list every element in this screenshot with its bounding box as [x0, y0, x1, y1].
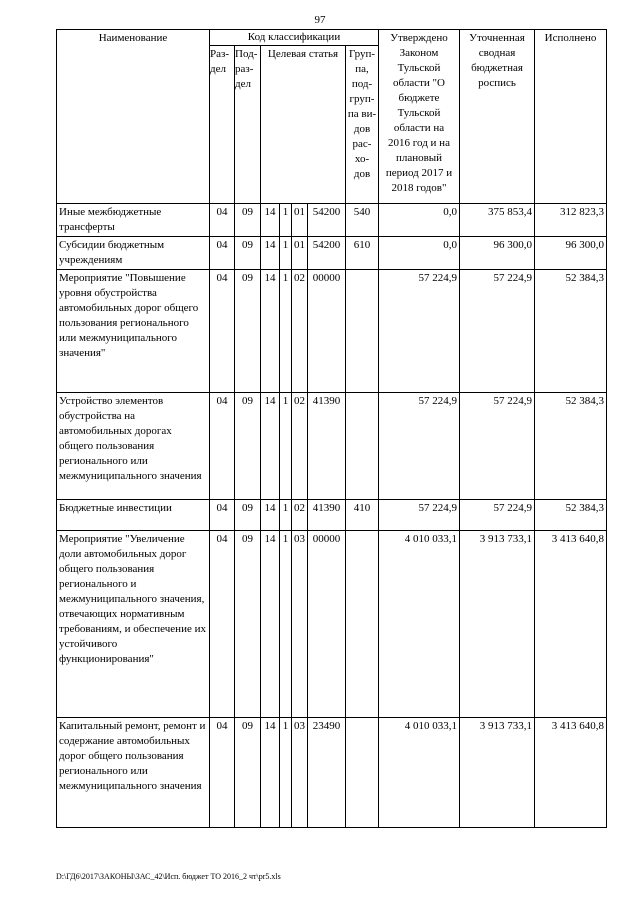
- cell-refined: 375 853,4: [460, 204, 535, 237]
- table-row: [57, 237, 607, 270]
- cell-t4: 23490: [308, 718, 346, 828]
- cell-group: [346, 393, 379, 500]
- table-row: [57, 204, 607, 237]
- cell-name: Мероприятие "Повышение уровня обустройства автомобильных дорог общего пользования регионального или межмуниципального значения": [57, 270, 210, 393]
- cell-refined: 57 224,9: [460, 270, 535, 393]
- cell-t4: 41390: [308, 500, 346, 531]
- cell-group: 540: [346, 204, 379, 237]
- budget-table: [56, 29, 607, 828]
- cell-subsection: 09: [235, 718, 261, 828]
- table-body: [57, 204, 607, 828]
- cell-approved: 57 224,9: [379, 270, 460, 393]
- cell-subsection: 09: [235, 270, 261, 393]
- cell-t4: 00000: [308, 270, 346, 393]
- table-row: [57, 531, 607, 718]
- cell-name: Иные межбюджетные трансферты: [57, 204, 210, 237]
- cell-group: [346, 270, 379, 393]
- table-row: [57, 393, 607, 500]
- cell-t1: 14: [261, 718, 280, 828]
- cell-t4: 00000: [308, 531, 346, 718]
- cell-t3: 02: [292, 500, 308, 531]
- cell-name: Капитальный ремонт, ремонт и содержание автомобильных дорог общего пользования регионального или межмуниципального значения: [57, 718, 210, 828]
- cell-t1: 14: [261, 237, 280, 270]
- cell-executed: 52 384,3: [535, 500, 607, 531]
- header-subsection: Под- раз- дел: [235, 46, 261, 204]
- cell-approved: 0,0: [379, 237, 460, 270]
- cell-t2: 1: [280, 204, 292, 237]
- cell-t2: 1: [280, 270, 292, 393]
- cell-t2: 1: [280, 500, 292, 531]
- table-row: [57, 718, 607, 828]
- cell-group: 610: [346, 237, 379, 270]
- header-approved: Утверждено Законом Тульской области "О бюджете Тульской области на 2016 год и на плановый период 2017 и 2018 годов": [379, 30, 460, 204]
- cell-section: 04: [210, 204, 235, 237]
- cell-t3: 03: [292, 718, 308, 828]
- cell-section: 04: [210, 718, 235, 828]
- cell-t1: 14: [261, 393, 280, 500]
- cell-executed: 52 384,3: [535, 270, 607, 393]
- cell-subsection: 09: [235, 237, 261, 270]
- header-classification-code: Код классификации: [210, 30, 379, 46]
- cell-t2: 1: [280, 393, 292, 500]
- cell-t3: 02: [292, 270, 308, 393]
- header-executed: Исполнено: [535, 30, 607, 204]
- header-expense-group: Груп- па, под- груп- па ви- дов рас- хо- дов: [346, 46, 379, 204]
- cell-section: 04: [210, 500, 235, 531]
- cell-approved: 57 224,9: [379, 500, 460, 531]
- cell-t2: 1: [280, 531, 292, 718]
- cell-t3: 02: [292, 393, 308, 500]
- cell-t1: 14: [261, 204, 280, 237]
- cell-t1: 14: [261, 531, 280, 718]
- cell-executed: 3 413 640,8: [535, 718, 607, 828]
- cell-refined: 3 913 733,1: [460, 531, 535, 718]
- cell-refined: 3 913 733,1: [460, 718, 535, 828]
- header-row-1: [57, 30, 607, 46]
- cell-refined: 57 224,9: [460, 393, 535, 500]
- cell-name: Устройство элементов обустройства на автомобильных дорогах общего пользования регионального или межмуниципального значения: [57, 393, 210, 500]
- header-name: Наименование: [57, 30, 210, 204]
- table-row: [57, 500, 607, 531]
- cell-t4: 54200: [308, 237, 346, 270]
- cell-executed: 52 384,3: [535, 393, 607, 500]
- cell-name: Субсидии бюджетным учреждениям: [57, 237, 210, 270]
- cell-t3: 03: [292, 531, 308, 718]
- cell-t1: 14: [261, 270, 280, 393]
- cell-subsection: 09: [235, 393, 261, 500]
- cell-approved: 0,0: [379, 204, 460, 237]
- cell-t3: 01: [292, 237, 308, 270]
- cell-executed: 3 413 640,8: [535, 531, 607, 718]
- cell-t1: 14: [261, 500, 280, 531]
- cell-refined: 57 224,9: [460, 500, 535, 531]
- cell-t2: 1: [280, 237, 292, 270]
- cell-executed: 312 823,3: [535, 204, 607, 237]
- cell-approved: 4 010 033,1: [379, 718, 460, 828]
- header-section: Раз- дел: [210, 46, 235, 204]
- cell-group: [346, 718, 379, 828]
- cell-section: 04: [210, 270, 235, 393]
- cell-t2: 1: [280, 718, 292, 828]
- cell-approved: 57 224,9: [379, 393, 460, 500]
- footer-file-path: D:\ГД6\2017\ЗАКОНЫ\ЗАС_42\Исп. бюджет ТО 2016_2 чт\pr5.xls: [56, 872, 281, 881]
- cell-section: 04: [210, 393, 235, 500]
- cell-subsection: 09: [235, 531, 261, 718]
- cell-t4: 41390: [308, 393, 346, 500]
- cell-name: Бюджетные инвестиции: [57, 500, 210, 531]
- page-number: 97: [314, 14, 326, 26]
- cell-group: [346, 531, 379, 718]
- cell-section: 04: [210, 531, 235, 718]
- header-refined: Уточненная сводная бюджетная роспись: [460, 30, 535, 204]
- cell-t4: 54200: [308, 204, 346, 237]
- cell-refined: 96 300,0: [460, 237, 535, 270]
- cell-name: Мероприятие "Увеличение доли автомобильных дорог общего пользования регионального и межмуниципального значения, отвечающих нормативным требованиям, и обеспечение их устойчивого функционирования": [57, 531, 210, 718]
- cell-group: 410: [346, 500, 379, 531]
- cell-t3: 01: [292, 204, 308, 237]
- cell-subsection: 09: [235, 500, 261, 531]
- header-target-article: Целевая статья: [261, 46, 346, 204]
- cell-subsection: 09: [235, 204, 261, 237]
- cell-executed: 96 300,0: [535, 237, 607, 270]
- cell-approved: 4 010 033,1: [379, 531, 460, 718]
- cell-section: 04: [210, 237, 235, 270]
- table-row: [57, 270, 607, 393]
